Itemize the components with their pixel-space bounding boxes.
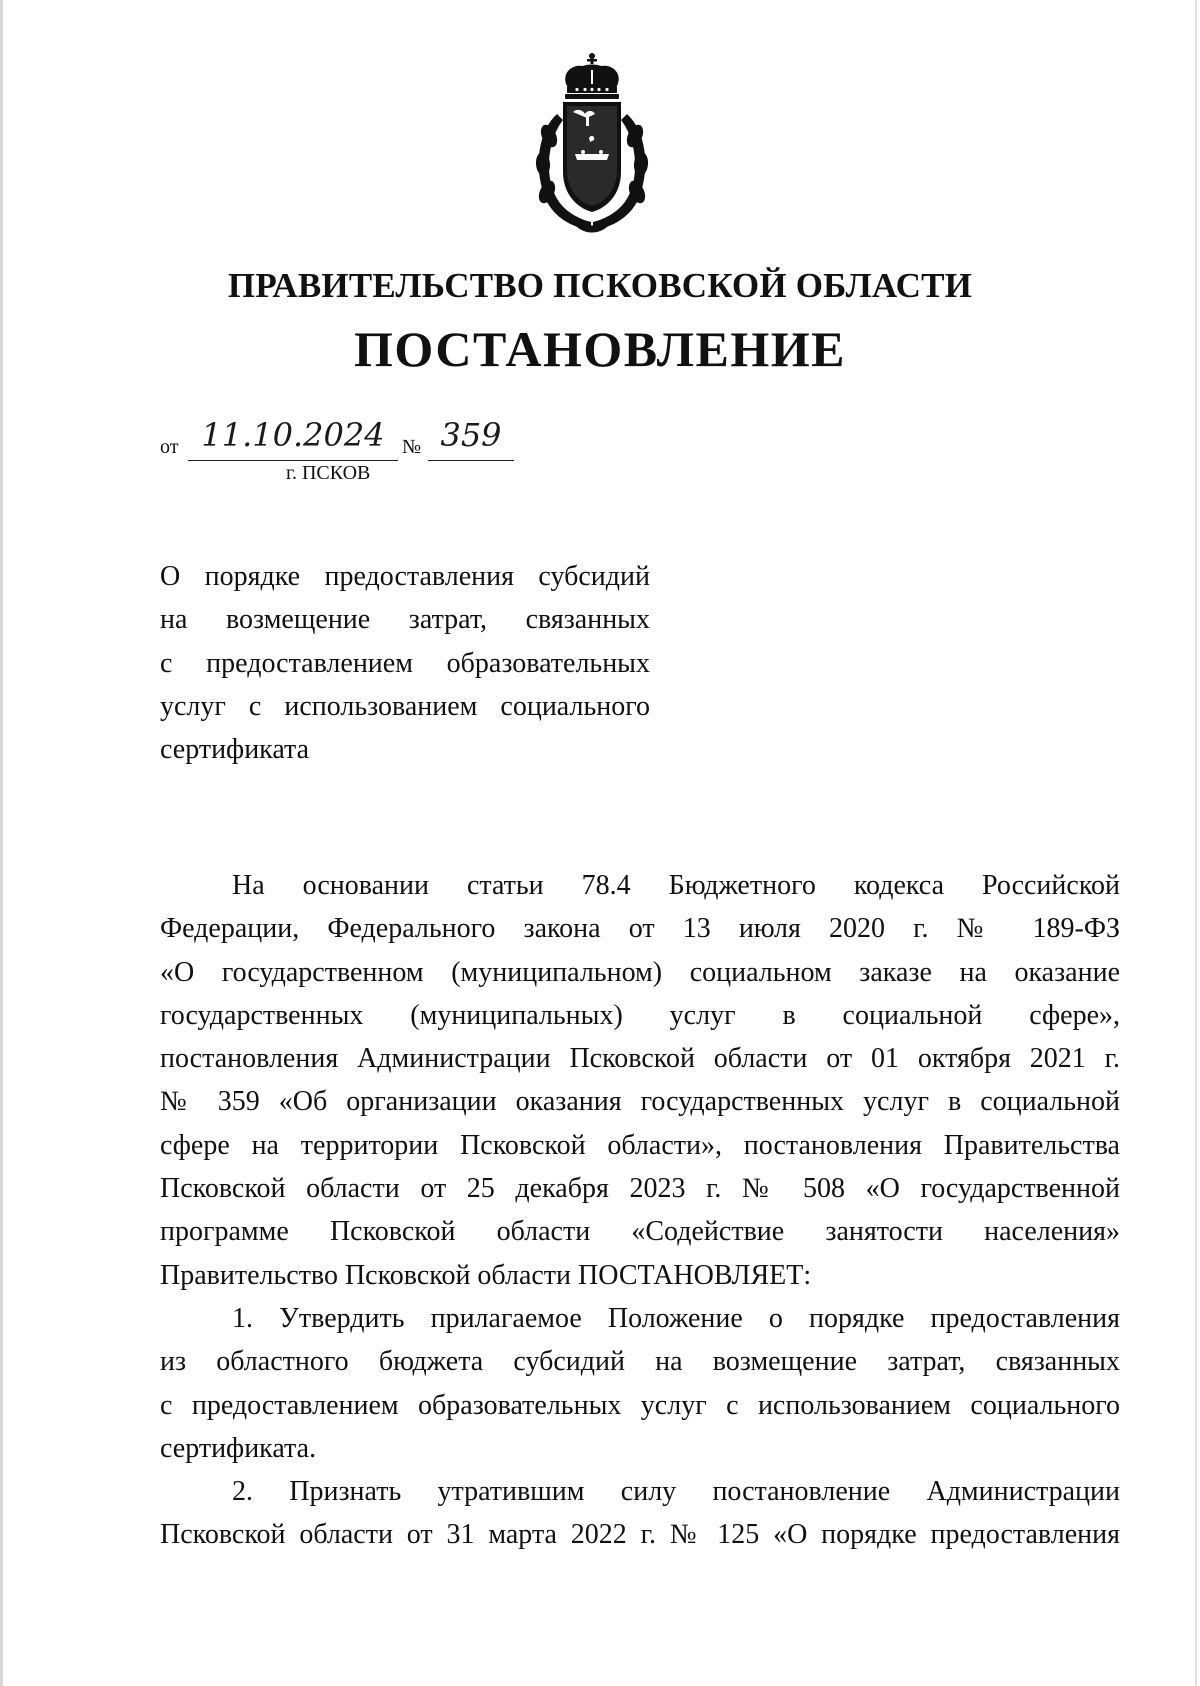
pskov-region-coat-of-arms-icon xyxy=(527,52,657,237)
body-line: «О государственном (муниципальном) социальном заказе на оказание xyxy=(160,956,1120,988)
city-label: г. ПСКОВ xyxy=(286,462,371,484)
body-line: 2. Признать утратившим силу постановление Администрации xyxy=(232,1476,1120,1508)
scan-edge-left xyxy=(0,0,3,1686)
body-line: государственных (муниципальных) услуг в социальной сфере», xyxy=(160,999,1120,1031)
handwritten-number: 359 xyxy=(440,416,502,454)
body-line: сертификата. xyxy=(160,1432,317,1464)
body-line: постановления Администрации Псковской области от 01 октября 2021 г. xyxy=(160,1043,1120,1075)
subject-line: с предоставлением образовательных xyxy=(160,647,650,679)
document-body xyxy=(160,864,1120,1557)
body-line: Федерации, Федерального закона от 13 июля 2020 г. № 189-ФЗ xyxy=(160,913,1120,945)
government-title: ПРАВИТЕЛЬСТВО ПСКОВСКОЙ ОБЛАСТИ xyxy=(227,266,973,305)
document-subject xyxy=(160,555,650,771)
body-line: Правительство Псковской области ПОСТАНОВЛЯЕТ: xyxy=(160,1259,812,1291)
date-label: от xyxy=(160,436,179,458)
body-line: сфере на территории Псковской области», постановления Правительства xyxy=(160,1129,1120,1161)
subject-line: услуг с использованием социального xyxy=(160,690,650,722)
handwritten-date: 11.10.2024 xyxy=(201,416,385,454)
body-line: Псковской области от 25 декабря 2023 г. № 508 «О государственной xyxy=(160,1173,1120,1205)
body-line: Псковской области от 31 марта 2022 г. № 125 «О порядке предоставления xyxy=(160,1519,1120,1551)
body-line: из областного бюджета субсидий на возмещение затрат, связанных xyxy=(160,1346,1120,1378)
document-type-title: ПОСТАНОВЛЕНИЕ xyxy=(354,321,846,377)
number-label: № xyxy=(402,436,422,458)
subject-line: сертификата xyxy=(160,734,310,766)
body-line: № 359 «Об организации оказания государственных услуг в социальной xyxy=(160,1086,1120,1118)
body-line: 1. Утвердить прилагаемое Положение о порядке предоставления xyxy=(232,1302,1120,1334)
scan-edge-right xyxy=(1195,0,1197,1686)
subject-line: на возмещение затрат, связанных xyxy=(160,604,650,636)
date-field xyxy=(188,418,398,461)
body-line: На основании статьи 78.4 Бюджетного кодекса Российской xyxy=(232,870,1120,901)
subject-line: О порядке предоставления субсидий xyxy=(160,561,650,592)
body-line: с предоставлением образовательных услуг с использованием социального xyxy=(160,1389,1120,1421)
document-requisites xyxy=(160,418,720,488)
body-line: программе Псковской области «Содействие занятости населения» xyxy=(160,1216,1120,1248)
number-field xyxy=(428,418,514,461)
